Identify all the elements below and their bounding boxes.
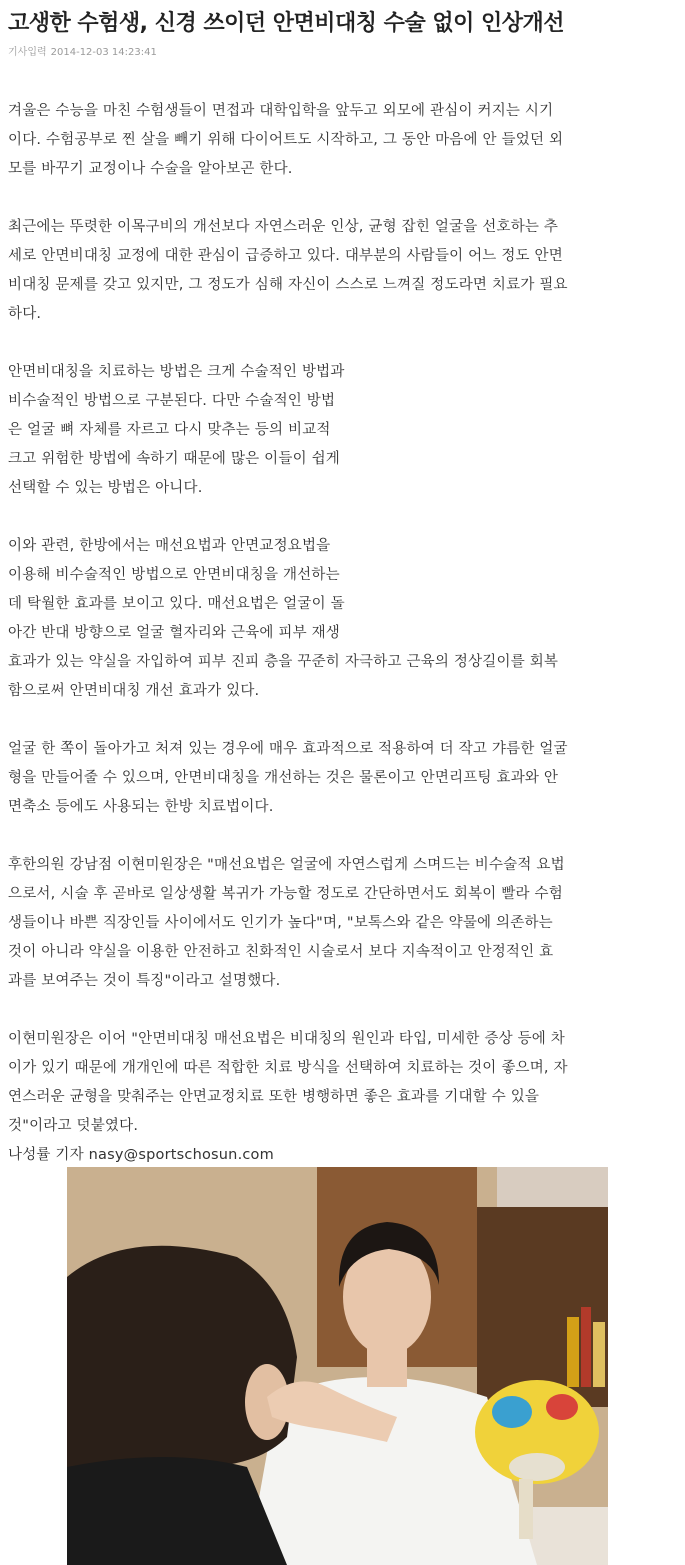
paragraph-line: 이와 관련, 한방에서는 매선요법과 안면교정요법을: [8, 538, 331, 554]
dateline-value: 2014-12-03 14:23:41: [50, 47, 157, 58]
paragraph-line: 형을 만들어줄 수 있으며, 안면비대칭을 개선하는 것은 물론이고 안면리프팅 효과와 안: [8, 770, 559, 786]
paragraph-line: 과를 보여주는 것이 특징"이라고 설명했다.: [8, 973, 281, 989]
paragraph-line: 효과가 있는 약실을 자입하여 피부 진피 층을 꾸준히 자극하고 근육의 정상길이를 회복: [8, 654, 559, 670]
article-paragraph-7: [8, 1025, 680, 1170]
paragraph-line: 선택할 수 있는 방법은 아니다.: [8, 480, 203, 496]
paragraph-line: 하다.: [8, 306, 42, 322]
paragraph-line: 크고 위험한 방법에 속하기 때문에 많은 이들이 쉽게: [8, 451, 341, 467]
article-paragraph-5: [8, 735, 680, 822]
paragraph-line: 모를 바꾸기 교정이나 수술을 알아보곤 한다.: [8, 161, 293, 177]
photo-skull-part: [546, 1394, 578, 1420]
article-byline: 나성률 기자 nasy@sportschosun.com: [8, 1147, 274, 1163]
paragraph-line: 비수술적인 방법으로 구분된다. 다만 수술적인 방법: [8, 393, 336, 409]
photo-book: [593, 1322, 605, 1387]
photo-spine-model: [519, 1479, 533, 1539]
photo-patient-hair: [67, 1246, 297, 1477]
paragraph-line: 후한의원 강남점 이현미원장은 "매선요법은 얼굴에 자연스럽게 스며드는 비수술적 요법: [8, 857, 565, 873]
article-paragraph-4: [8, 532, 680, 706]
paragraph-line: 최근에는 뚜렷한 이목구비의 개선보다 자연스러운 인상, 균형 잡힌 얼굴을 선호하는 추: [8, 219, 559, 235]
article-body: [8, 97, 680, 1170]
paragraph-line: 이용해 비수술적인 방법으로 안면비대칭을 개선하는: [8, 567, 340, 583]
photo-skull-jaw: [509, 1453, 565, 1481]
paragraph-line: 얼굴 한 쪽이 돌아가고 처져 있는 경우에 매우 효과적으로 적용하여 더 작고 갸름한 얼굴: [8, 741, 568, 757]
dateline-label: 기사입력: [8, 47, 47, 58]
paragraph-line: 은 얼굴 뼈 자체를 자르고 다시 맞추는 등의 비교적: [8, 422, 331, 438]
photo-wall-panel: [497, 1167, 608, 1207]
article-paragraph-2: [8, 213, 680, 329]
paragraph-line: 이가 있기 때문에 개개인에 따른 적합한 치료 방식을 선택하여 치료하는 것이 좋으며, 자: [8, 1060, 568, 1076]
article-headline: 고생한 수험생, 신경 쓰이던 안면비대칭 수술 없이 인상개선: [8, 11, 565, 36]
paragraph-line: 연스러운 균형을 맞춰주는 안면교정치료 또한 병행하면 좋은 효과를 기대할 수 있을: [8, 1089, 540, 1105]
photo-book: [567, 1317, 579, 1387]
article-paragraph-6: [8, 851, 680, 996]
paragraph-line: 겨울은 수능을 마친 수험생들이 면접과 대학입학을 앞두고 외모에 관심이 커지는 시기: [8, 103, 554, 119]
photo-skull-part: [492, 1396, 532, 1428]
paragraph-line: 것이 아니라 약실을 이용한 안전하고 친화적인 시술로서 보다 지속적이고 안정적인 효: [8, 944, 554, 960]
paragraph-line: 것"이라고 덧붙였다.: [8, 1118, 139, 1134]
paragraph-line: 함으로써 안면비대칭 개선 효과가 있다.: [8, 683, 260, 699]
paragraph-line: 생들이나 바쁜 직장인들 사이에서도 인기가 높다"며, "보톡스와 같은 약물에 의존하는: [8, 915, 553, 931]
paragraph-line: 면축소 등에도 사용되는 한방 치료법이다.: [8, 799, 274, 815]
photo-illustration: [67, 1167, 608, 1565]
article-paragraph-1: [8, 97, 680, 184]
paragraph-line: 이다. 수험공부로 찐 살을 빼기 위해 다이어트도 시작하고, 그 동안 마음에 안 들었던 외: [8, 132, 564, 148]
paragraph-line: 아간 반대 방향으로 얼굴 혈자리와 근육에 피부 재생: [8, 625, 341, 641]
article-photo: [67, 1167, 608, 1565]
article-paragraph-3: [8, 358, 680, 503]
paragraph-line: 비대칭 문제를 갖고 있지만, 그 정도가 심해 자신이 스스로 느껴질 정도라면 치료가 필요: [8, 277, 568, 293]
article-dateline: [8, 43, 157, 58]
paragraph-line: 으로서, 시술 후 곧바로 일상생활 복귀가 가능할 정도로 간단하면서도 회복이 빨라 수험: [8, 886, 563, 902]
paragraph-line: 데 탁월한 효과를 보이고 있다. 매선요법은 얼굴이 돌: [8, 596, 345, 612]
paragraph-line: 세로 안면비대칭 교정에 대한 관심이 급증하고 있다. 대부분의 사람들이 어느 정도 안면: [8, 248, 563, 264]
paragraph-line: 안면비대칭을 치료하는 방법은 크게 수술적인 방법과: [8, 364, 345, 380]
paragraph-line: 이현미원장은 이어 "안면비대칭 매선요법은 비대칭의 원인과 타입, 미세한 증상 등에 차: [8, 1031, 566, 1047]
photo-book: [581, 1307, 591, 1387]
